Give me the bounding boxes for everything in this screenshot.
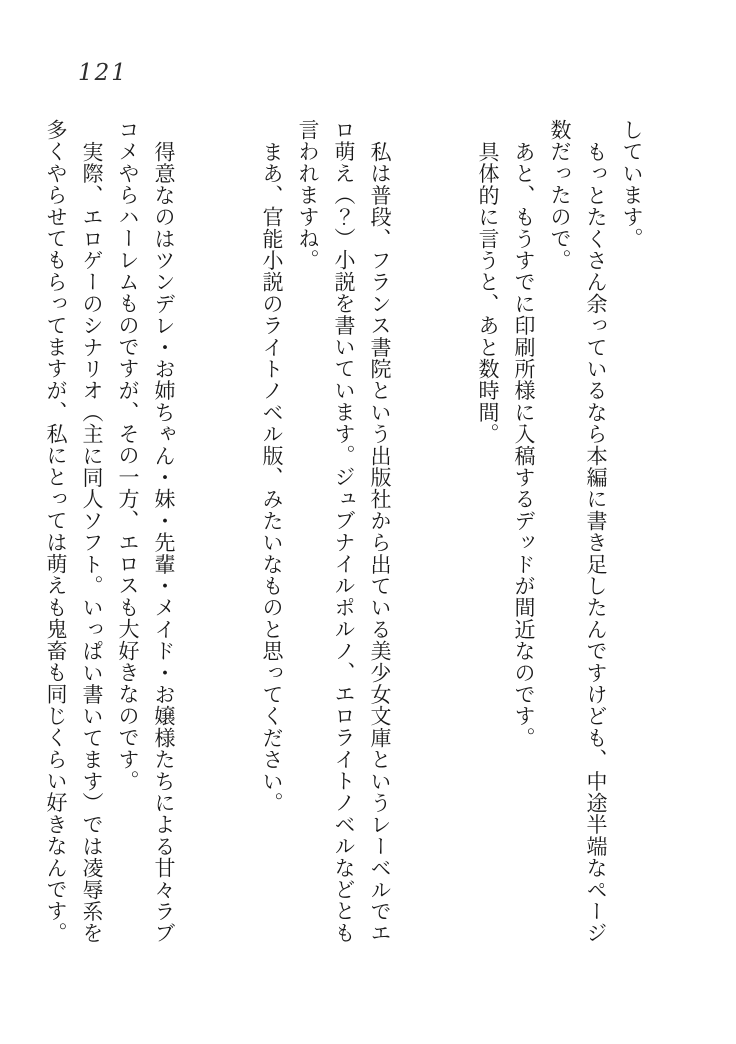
paragraph: 実際、エロゲーのシナリオ（主に同人ソフト。いっぱい書いてます）では凌辱系を多くやらせてもらってますが、私にとっては萌えも鬼畜も同じくらい好きなんです。 xyxy=(44,119,104,944)
paragraph: 得意なのはツンデレ・お姉ちゃん・妹・先輩・メイド・お嬢様たちによる甘々ラブコメやらハーレムものですが、その一方、エロスも大好きなのです。 xyxy=(116,119,176,944)
afterword-text-block xyxy=(36,119,650,949)
paragraph: もっとたくさん余っているなら本編に書き足したんですけども、中途半端なページ数だったので。 xyxy=(548,119,608,944)
page-number: 121 xyxy=(78,60,128,86)
paragraph: しています。 xyxy=(620,119,644,250)
paragraph: 私は普段、フランス書院という出版社から出ている美少女文庫というレーベルでエロ萌え（？）小説を書いています。ジュブナイルポルノ、エロライトノベルなどとも言われますね。 xyxy=(296,119,392,944)
paragraph: あと、もうすでに印刷所様に入稿するデッドが間近なのです。 xyxy=(512,141,536,749)
paragraph: 具体的に言うと、あと数時間。 xyxy=(476,141,500,445)
paragraph: まあ、官能小説のライトノベル版、みたいなものと思ってください。 xyxy=(260,141,284,814)
